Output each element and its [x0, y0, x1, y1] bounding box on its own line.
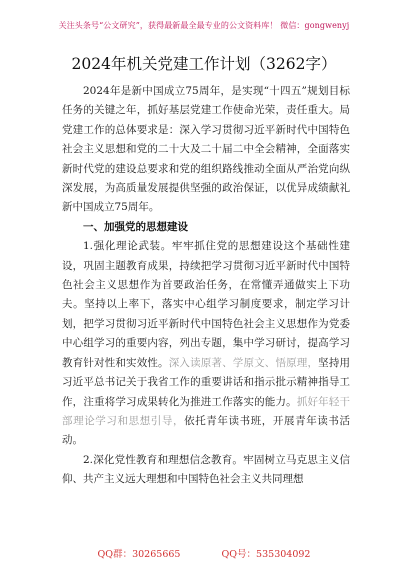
item-1-faded-text: 深入读原著、学原文、悟原理，	[168, 356, 319, 369]
source-banner: 关注头条号“公文研究”，获得最新最全最专业的公文资料库！ 微信：gongwenyj	[58, 21, 350, 30]
section-heading: 一、加强党的思想建设	[83, 220, 188, 233]
qq-number: QQ号：535304092	[221, 549, 311, 560]
document-body	[62, 82, 350, 490]
document-title: 2024年机关党建工作计划（3262字）	[71, 55, 337, 73]
item-1-paragraph	[62, 237, 350, 450]
qq-group: QQ群：30265665	[97, 549, 181, 560]
intro-paragraph: 2024年是新中国成立75周年，是实现“十四五”规划目标任务的关键之年，抓好基层党建工作使命光荣，责任重大。局党建工作的总体要求是：深入学习贯彻习近平新时代中国特色社会主义思想和党的二十大及二十届二中全会精神，全面落实新时代党的建设总要求和党的组织路线推动全面从严治党向纵深发展，为高质量发展提供坚强的政治保证，以优异成绩献礼新中国成立75周年。	[62, 85, 350, 214]
item-1-text-continued: 坚持用习近平总书记关于我省工作的重要讲话和指示批示精神指导工作，注重将学习成果转化为推进工作落实的能力。	[62, 356, 351, 408]
item-1-text: 1.强化理论武装。牢牢抓住党的思想建设这个基础性建设，巩固主题教育成果，持续把学习贯彻习近平新时代中国特色社会主义思想作为首要政治任务，在常懂弄通做实上下功夫。坚持以上率下，落实中心组学习制度要求，制定学习计划，把学习贯彻习近平新时代中国特色社会主义思想作为党委中心组学习的重要内容，列出专题，集中学习研讨，提高学习教育针对性和实效性。	[62, 240, 350, 369]
item-1-faded-text-2: 抓好年轻干部理论学习和思想引导，	[62, 395, 351, 427]
footer-contact	[0, 546, 408, 560]
item-1-text-end: 依托青年读书班，开展青年读书活动。	[62, 414, 351, 447]
item-2-paragraph: 2.深化党性教育和理想信念教育。牢固树立马克思主义信仰、共产主义远大理想和中国特色社会主义共同理想	[62, 453, 350, 486]
